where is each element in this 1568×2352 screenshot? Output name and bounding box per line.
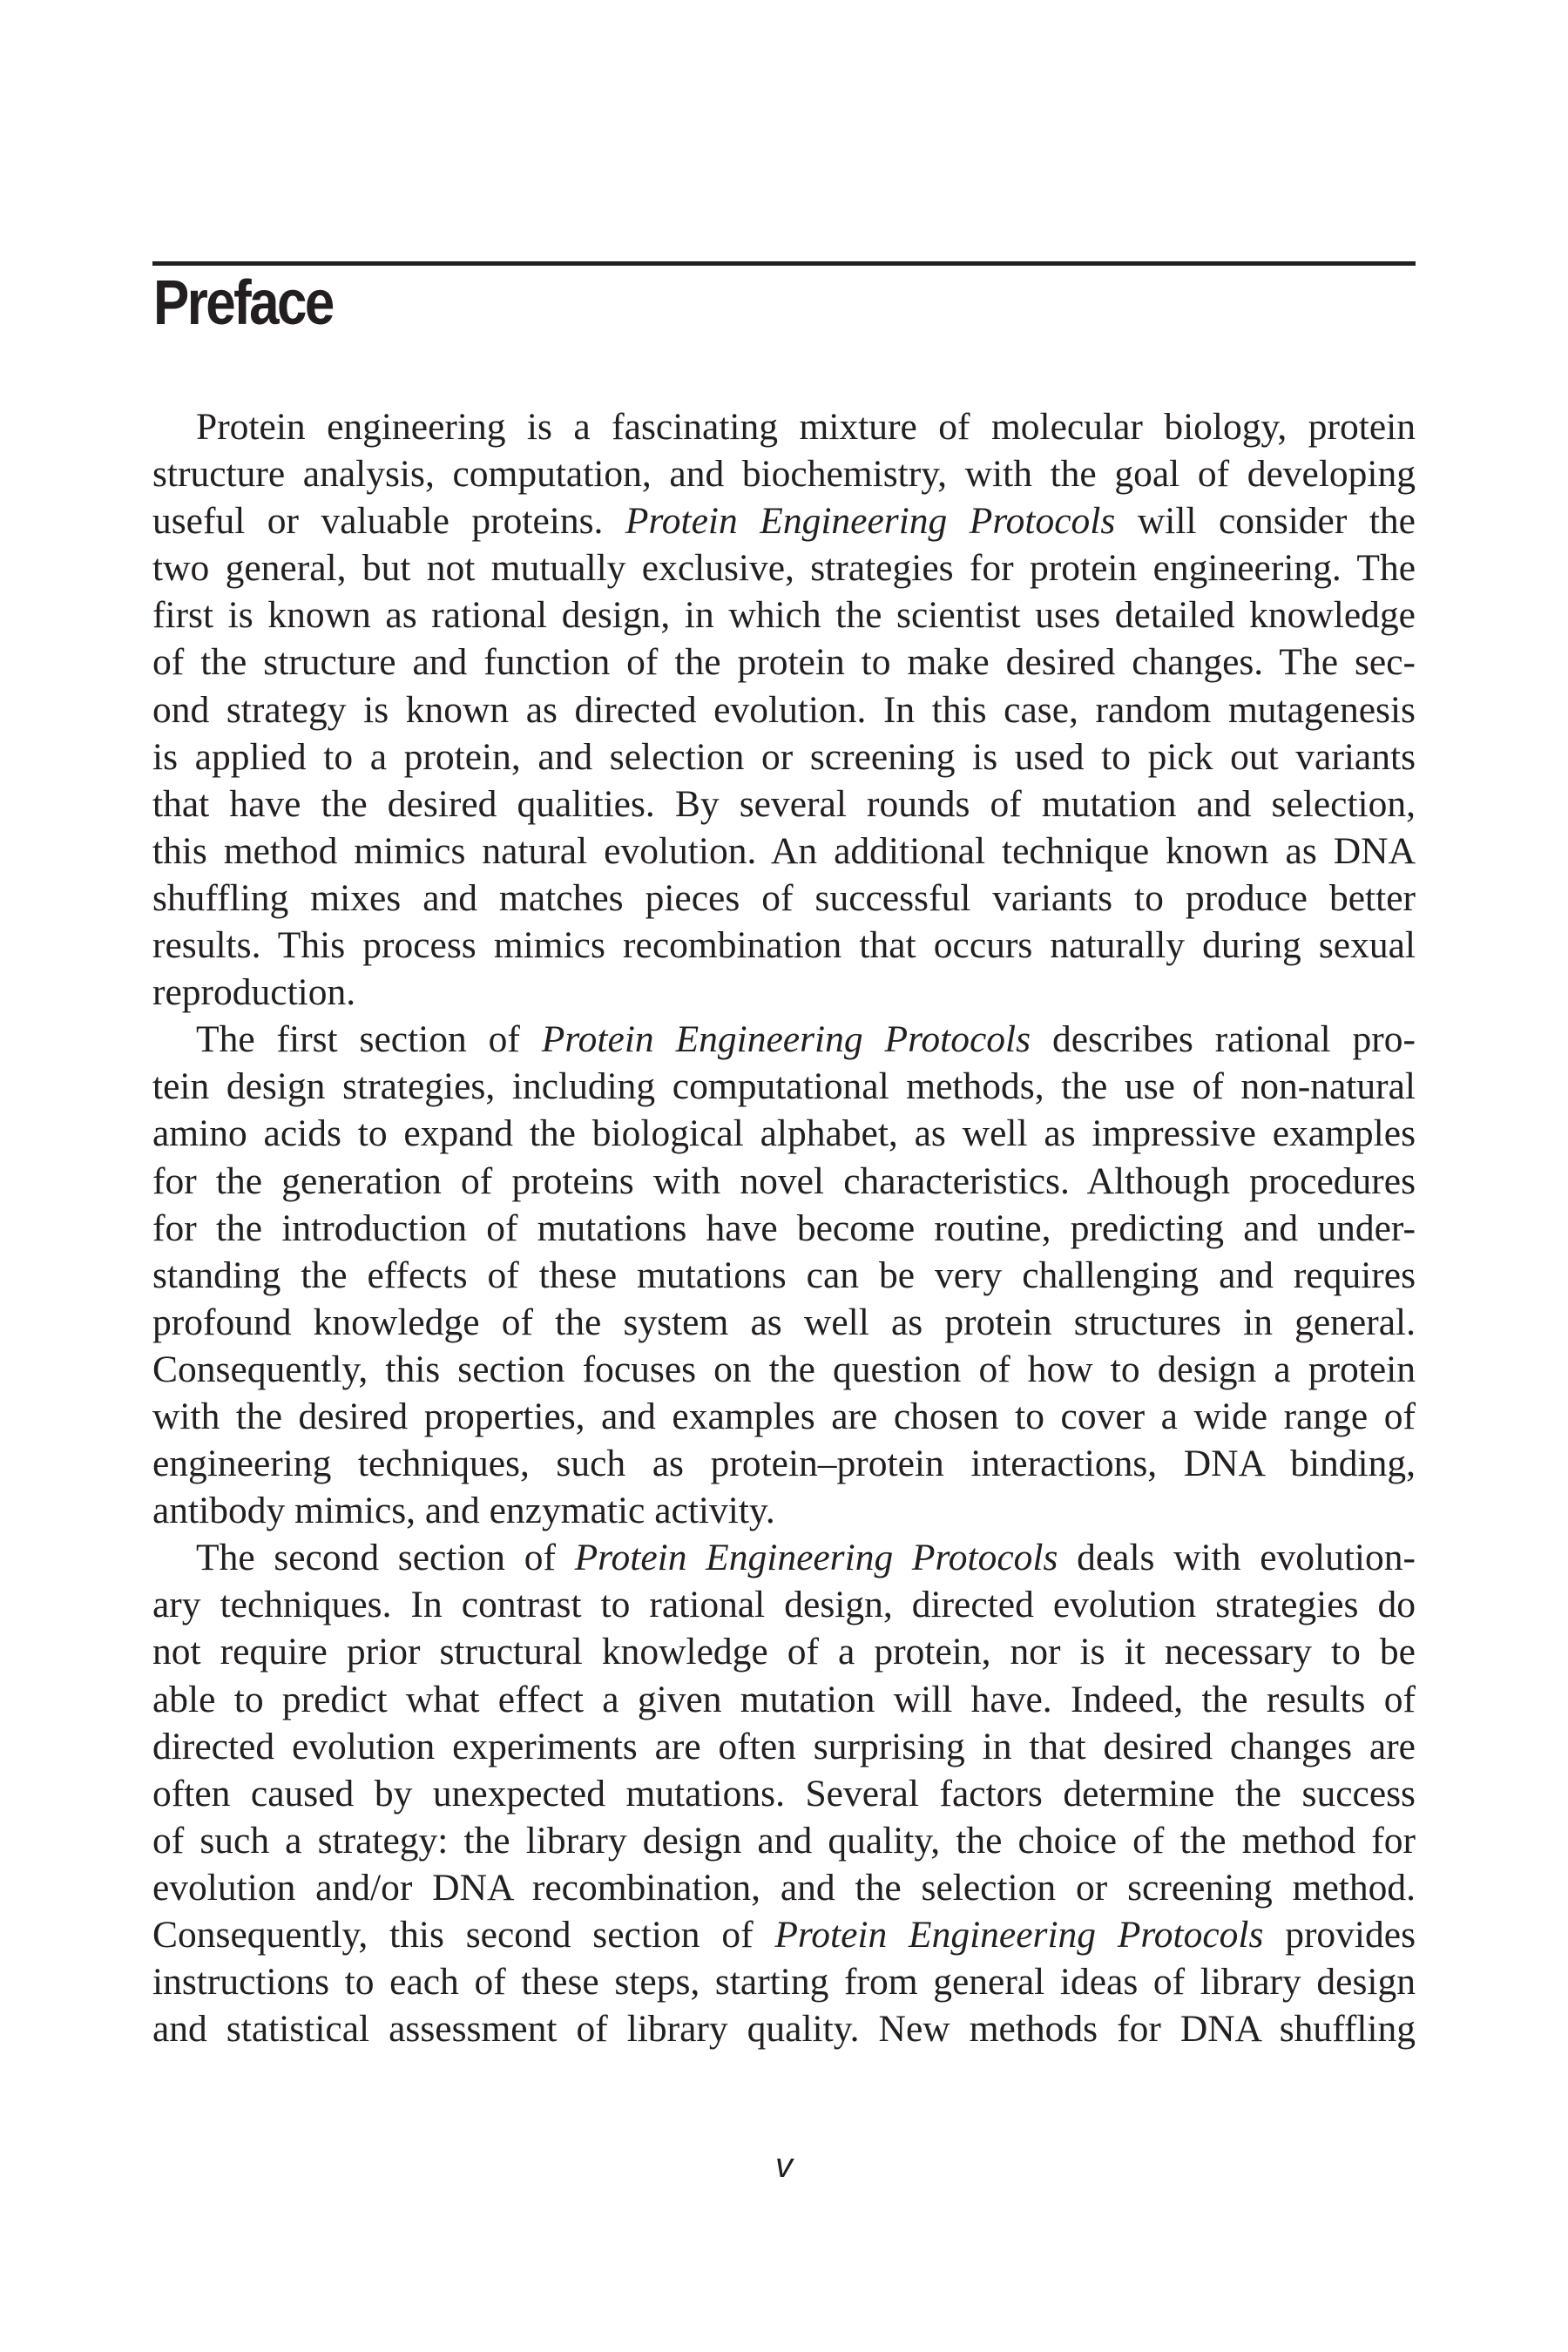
text-line: Consequently, this section focuses on the question of how to design a protein bbox=[152, 1348, 1416, 1390]
text-line: directed evolution experiments are often surprising in that desired changes are bbox=[152, 1725, 1416, 1767]
text-line: standing the effects of these mutations can be very challenging and requires bbox=[152, 1254, 1416, 1296]
text-line: is applied to a protein, and selection or screening is used to pick out variants bbox=[152, 735, 1416, 778]
text-line: instructions to each of these steps, starting from general ideas of library design bbox=[152, 1961, 1416, 2004]
page-number: v bbox=[775, 2146, 793, 2185]
text-line: amino acids to expand the biological alphabet, as well as impressive examples bbox=[152, 1112, 1416, 1155]
text-line: useful or valuable proteins. Protein Engineering Protocols will consider the bbox=[152, 500, 1416, 543]
text-line: shuffling mixes and matches pieces of successful variants to produce better bbox=[152, 876, 1416, 919]
text-line: Consequently, this second section of Protein Engineering Protocols provides bbox=[152, 1914, 1416, 1956]
text-line: structure analysis, computation, and biochemistry, with the goal of developing bbox=[152, 453, 1416, 496]
text-line: this method mimics natural evolution. An additional technique known as DNA bbox=[152, 829, 1416, 872]
text-line: Protein engineering is a fascinating mixture of molecular biology, protein bbox=[196, 406, 1416, 448]
text-line: and statistical assessment of library quality. New methods for DNA shuffling bbox=[152, 2008, 1416, 2051]
paragraph bbox=[152, 403, 1416, 1016]
text-line: antibody mimics, and enzymatic activity. bbox=[152, 1490, 775, 1532]
text-line: reproduction. bbox=[152, 971, 356, 1014]
text-line: ond strategy is known as directed evolution. In this case, random mutagenesis bbox=[152, 688, 1416, 731]
book-title-italic: Protein Engineering Protocols bbox=[541, 1018, 1031, 1061]
text-line: for the introduction of mutations have become routine, predicting and under- bbox=[152, 1206, 1416, 1249]
book-title-italic: Protein Engineering Protocols bbox=[625, 500, 1116, 543]
text-line: The second section of Protein Engineering Protocols deals with evolution- bbox=[196, 1537, 1416, 1579]
page-title: Preface bbox=[153, 268, 333, 338]
text-line: tein design strategies, including computational methods, the use of non-natural bbox=[152, 1065, 1416, 1108]
text-line: two general, but not mutually exclusive, strategies for protein engineering. The bbox=[152, 547, 1416, 590]
text-line: for the generation of proteins with novel characteristics. Although procedures bbox=[152, 1159, 1416, 1202]
preface-body bbox=[152, 403, 1416, 2052]
text-line: evolution and/or DNA recombination, and the selection or screening method. bbox=[152, 1866, 1416, 1909]
text-line: with the desired properties, and examples are chosen to cover a wide range of bbox=[152, 1395, 1416, 1437]
text-line: that have the desired qualities. By several rounds of mutation and selection, bbox=[152, 782, 1416, 825]
text-line: of the structure and function of the protein to make desired changes. The sec- bbox=[152, 641, 1416, 684]
text-line: often caused by unexpected mutations. Several factors determine the success bbox=[152, 1772, 1416, 1815]
text-line: results. This process mimics recombination that occurs naturally during sexual bbox=[152, 924, 1416, 967]
heading-rule bbox=[152, 261, 1416, 266]
text-line: profound knowledge of the system as well as protein structures in general. bbox=[152, 1301, 1416, 1343]
text-line: of such a strategy: the library design and quality, the choice of the method for bbox=[152, 1819, 1416, 1862]
text-line: engineering techniques, such as protein–protein interactions, DNA binding, bbox=[152, 1443, 1416, 1485]
book-title-italic: Protein Engineering Protocols bbox=[574, 1537, 1058, 1579]
text-line: able to predict what effect a given mutation will have. Indeed, the results of bbox=[152, 1678, 1416, 1720]
text-line: first is known as rational design, in which the scientist uses detailed knowledge bbox=[152, 594, 1416, 637]
paragraph bbox=[152, 1016, 1416, 1534]
text-line: not require prior structural knowledge of a protein, nor is it necessary to be bbox=[152, 1631, 1416, 1673]
paragraph bbox=[152, 1534, 1416, 2052]
text-line: ary techniques. In contrast to rational design, directed evolution strategies do bbox=[152, 1584, 1416, 1626]
book-title-italic: Protein Engineering Protocols bbox=[774, 1914, 1264, 1956]
text-line: The first section of Protein Engineering Protocols describes rational pro- bbox=[196, 1018, 1416, 1061]
